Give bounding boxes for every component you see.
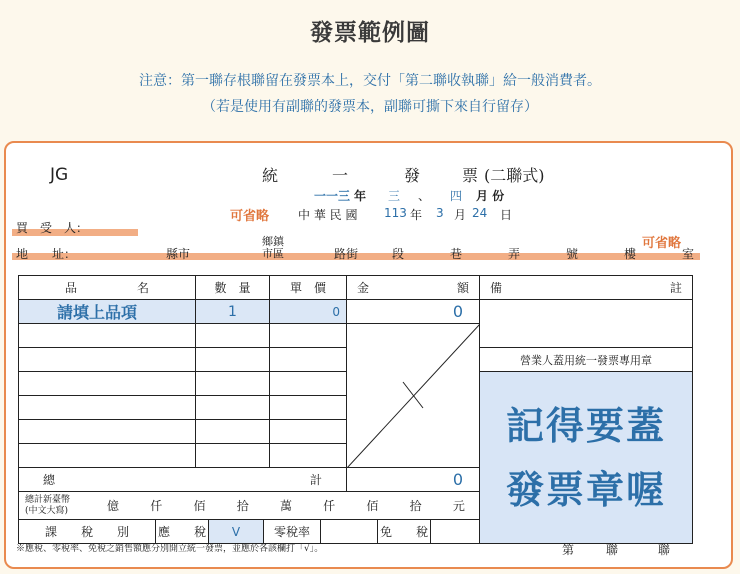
price-field-2[interactable] bbox=[270, 324, 347, 348]
date-day-unit: 日 bbox=[500, 208, 513, 222]
header-amount bbox=[347, 276, 480, 300]
invoice-code: JG bbox=[50, 165, 69, 185]
taxable-checkbox[interactable]: V bbox=[209, 520, 264, 543]
unit-wan: 萬 bbox=[279, 499, 292, 513]
period-month-unit: 月 份 bbox=[476, 189, 505, 203]
qty-field-5[interactable] bbox=[196, 396, 270, 420]
notice-line-1: 注意：第一聯存根聯留在發票本上，交付「第二聯收執聯」給一般消費者。 bbox=[139, 73, 601, 89]
copy-label-right: 聯 bbox=[658, 543, 671, 557]
optional-label-buyer: 可省略 bbox=[230, 209, 270, 224]
page-title: 發票範例圖 bbox=[310, 20, 430, 46]
header-remark bbox=[480, 276, 693, 300]
date-month: 3 bbox=[436, 206, 444, 220]
chinese-total-row bbox=[19, 492, 480, 520]
footnote: ※應稅、零稅率、免稅之銷售額應分別開立統一發票，並應於各該欄打「√」。 bbox=[16, 544, 324, 554]
taxable-label: 應 稅 bbox=[156, 520, 209, 543]
invoice-title-2: 一 bbox=[332, 166, 349, 185]
exempt-checkbox[interactable] bbox=[431, 520, 479, 543]
period-separator: 、 bbox=[418, 189, 431, 203]
invoice-sample-card bbox=[4, 141, 733, 569]
price-field-6[interactable] bbox=[270, 420, 347, 444]
address-lane: 巷 bbox=[450, 247, 463, 261]
price-field-7[interactable] bbox=[270, 444, 347, 468]
copy-label-left: 第 bbox=[562, 543, 575, 557]
header-remark-left: 備 bbox=[490, 281, 503, 295]
total-label-left: 總 bbox=[43, 473, 56, 487]
item-field-1[interactable]: 請填上品項 bbox=[19, 300, 196, 324]
item-field-7[interactable] bbox=[19, 444, 196, 468]
unit-yi: 億 bbox=[107, 499, 120, 513]
period-month-end: 四 bbox=[450, 189, 463, 203]
tax-row bbox=[19, 520, 480, 544]
stamp-caption: 營業人蓋用統一發票專用章 bbox=[480, 348, 693, 372]
remark-field[interactable] bbox=[480, 300, 693, 348]
item-field-2[interactable] bbox=[19, 324, 196, 348]
address-section: 段 bbox=[392, 247, 405, 261]
qty-field-1[interactable]: 1 bbox=[196, 300, 270, 324]
address-floor: 樓 bbox=[624, 247, 637, 261]
invoice-title-4: 票 bbox=[462, 166, 479, 185]
period-year: 一一三 bbox=[314, 189, 351, 203]
header-amount-right: 額 bbox=[456, 281, 469, 295]
address-county: 縣市 bbox=[166, 247, 191, 261]
header-item: 品 名 bbox=[19, 276, 196, 300]
address-room: 室 bbox=[682, 247, 695, 261]
total-label-right: 計 bbox=[309, 473, 322, 487]
notice-line-2: （若是使用有副聯的發票本，副聯可撕下來自行留存） bbox=[202, 99, 538, 115]
header-qty: 數 量 bbox=[196, 276, 270, 300]
tax-category-label: 課 稅 別 bbox=[19, 520, 156, 543]
qty-field-7[interactable] bbox=[196, 444, 270, 468]
unit-bai-1: 佰 bbox=[193, 499, 206, 513]
exempt-label: 免 稅 bbox=[378, 520, 431, 543]
invoice-title-1: 統 bbox=[262, 166, 279, 185]
address-alley: 弄 bbox=[508, 247, 521, 261]
period-year-unit: 年 bbox=[354, 189, 367, 203]
address-township: 鄉鎮市區 bbox=[262, 235, 284, 260]
qty-field-4[interactable] bbox=[196, 372, 270, 396]
total-label bbox=[19, 468, 347, 492]
amount-blank-area bbox=[347, 324, 480, 468]
invoice-copy-type: (二聯式) bbox=[484, 166, 545, 185]
date-day: 24 bbox=[472, 206, 488, 220]
unit-shi-1: 拾 bbox=[236, 499, 249, 513]
price-field-5[interactable] bbox=[270, 396, 347, 420]
total-value[interactable]: 0 bbox=[347, 468, 480, 492]
address-road: 路街 bbox=[334, 247, 359, 261]
qty-field-2[interactable] bbox=[196, 324, 270, 348]
chinese-total-label-1: 總計新臺幣 bbox=[25, 494, 71, 505]
optional-label-address: 可省略 bbox=[642, 236, 682, 251]
zero-rate-checkbox[interactable] bbox=[321, 520, 378, 543]
chinese-total-label-2: (中文大寫) bbox=[25, 505, 69, 516]
unit-shi-2: 拾 bbox=[409, 499, 422, 513]
stamp-reminder-line-1: 記得要蓋 bbox=[505, 403, 666, 448]
invoice-table bbox=[18, 275, 693, 544]
zero-rate-label: 零稅率 bbox=[264, 520, 321, 543]
cancel-diagonal-icon bbox=[347, 324, 480, 468]
qty-field-3[interactable] bbox=[196, 348, 270, 372]
chinese-total-label bbox=[19, 495, 107, 517]
item-field-4[interactable] bbox=[19, 372, 196, 396]
unit-qian-2: 仟 bbox=[323, 499, 336, 513]
date-year-unit: 年 bbox=[410, 208, 423, 222]
qty-field-6[interactable] bbox=[196, 420, 270, 444]
price-field-1[interactable]: 0 bbox=[270, 300, 347, 324]
address-number: 號 bbox=[566, 247, 579, 261]
price-field-3[interactable] bbox=[270, 348, 347, 372]
unit-yuan: 元 bbox=[452, 499, 465, 513]
period-month-start: 三 bbox=[388, 189, 401, 203]
copy-label-mid: 聯 bbox=[606, 543, 619, 557]
amount-field-1[interactable]: 0 bbox=[347, 300, 480, 324]
date-prefix: 中 華 民 國 bbox=[298, 208, 358, 222]
item-field-6[interactable] bbox=[19, 420, 196, 444]
item-field-5[interactable] bbox=[19, 396, 196, 420]
stamp-reminder-line-2: 發票章喔 bbox=[505, 467, 666, 512]
chinese-units bbox=[107, 497, 479, 514]
header-remark-right: 註 bbox=[669, 281, 682, 295]
date-year: 113 bbox=[384, 206, 407, 220]
stamp-area[interactable] bbox=[480, 372, 693, 544]
unit-qian-1: 仟 bbox=[150, 499, 163, 513]
header-amount-left: 金 bbox=[357, 281, 370, 295]
header-price: 單 價 bbox=[270, 276, 347, 300]
unit-bai-2: 佰 bbox=[366, 499, 379, 513]
invoice-title-3: 發 bbox=[404, 166, 421, 185]
price-field-4[interactable] bbox=[270, 372, 347, 396]
address-label: 地 址： bbox=[16, 247, 77, 261]
item-field-3[interactable] bbox=[19, 348, 196, 372]
buyer-label: 買 受 人： bbox=[16, 221, 89, 235]
date-month-unit: 月 bbox=[454, 208, 467, 222]
